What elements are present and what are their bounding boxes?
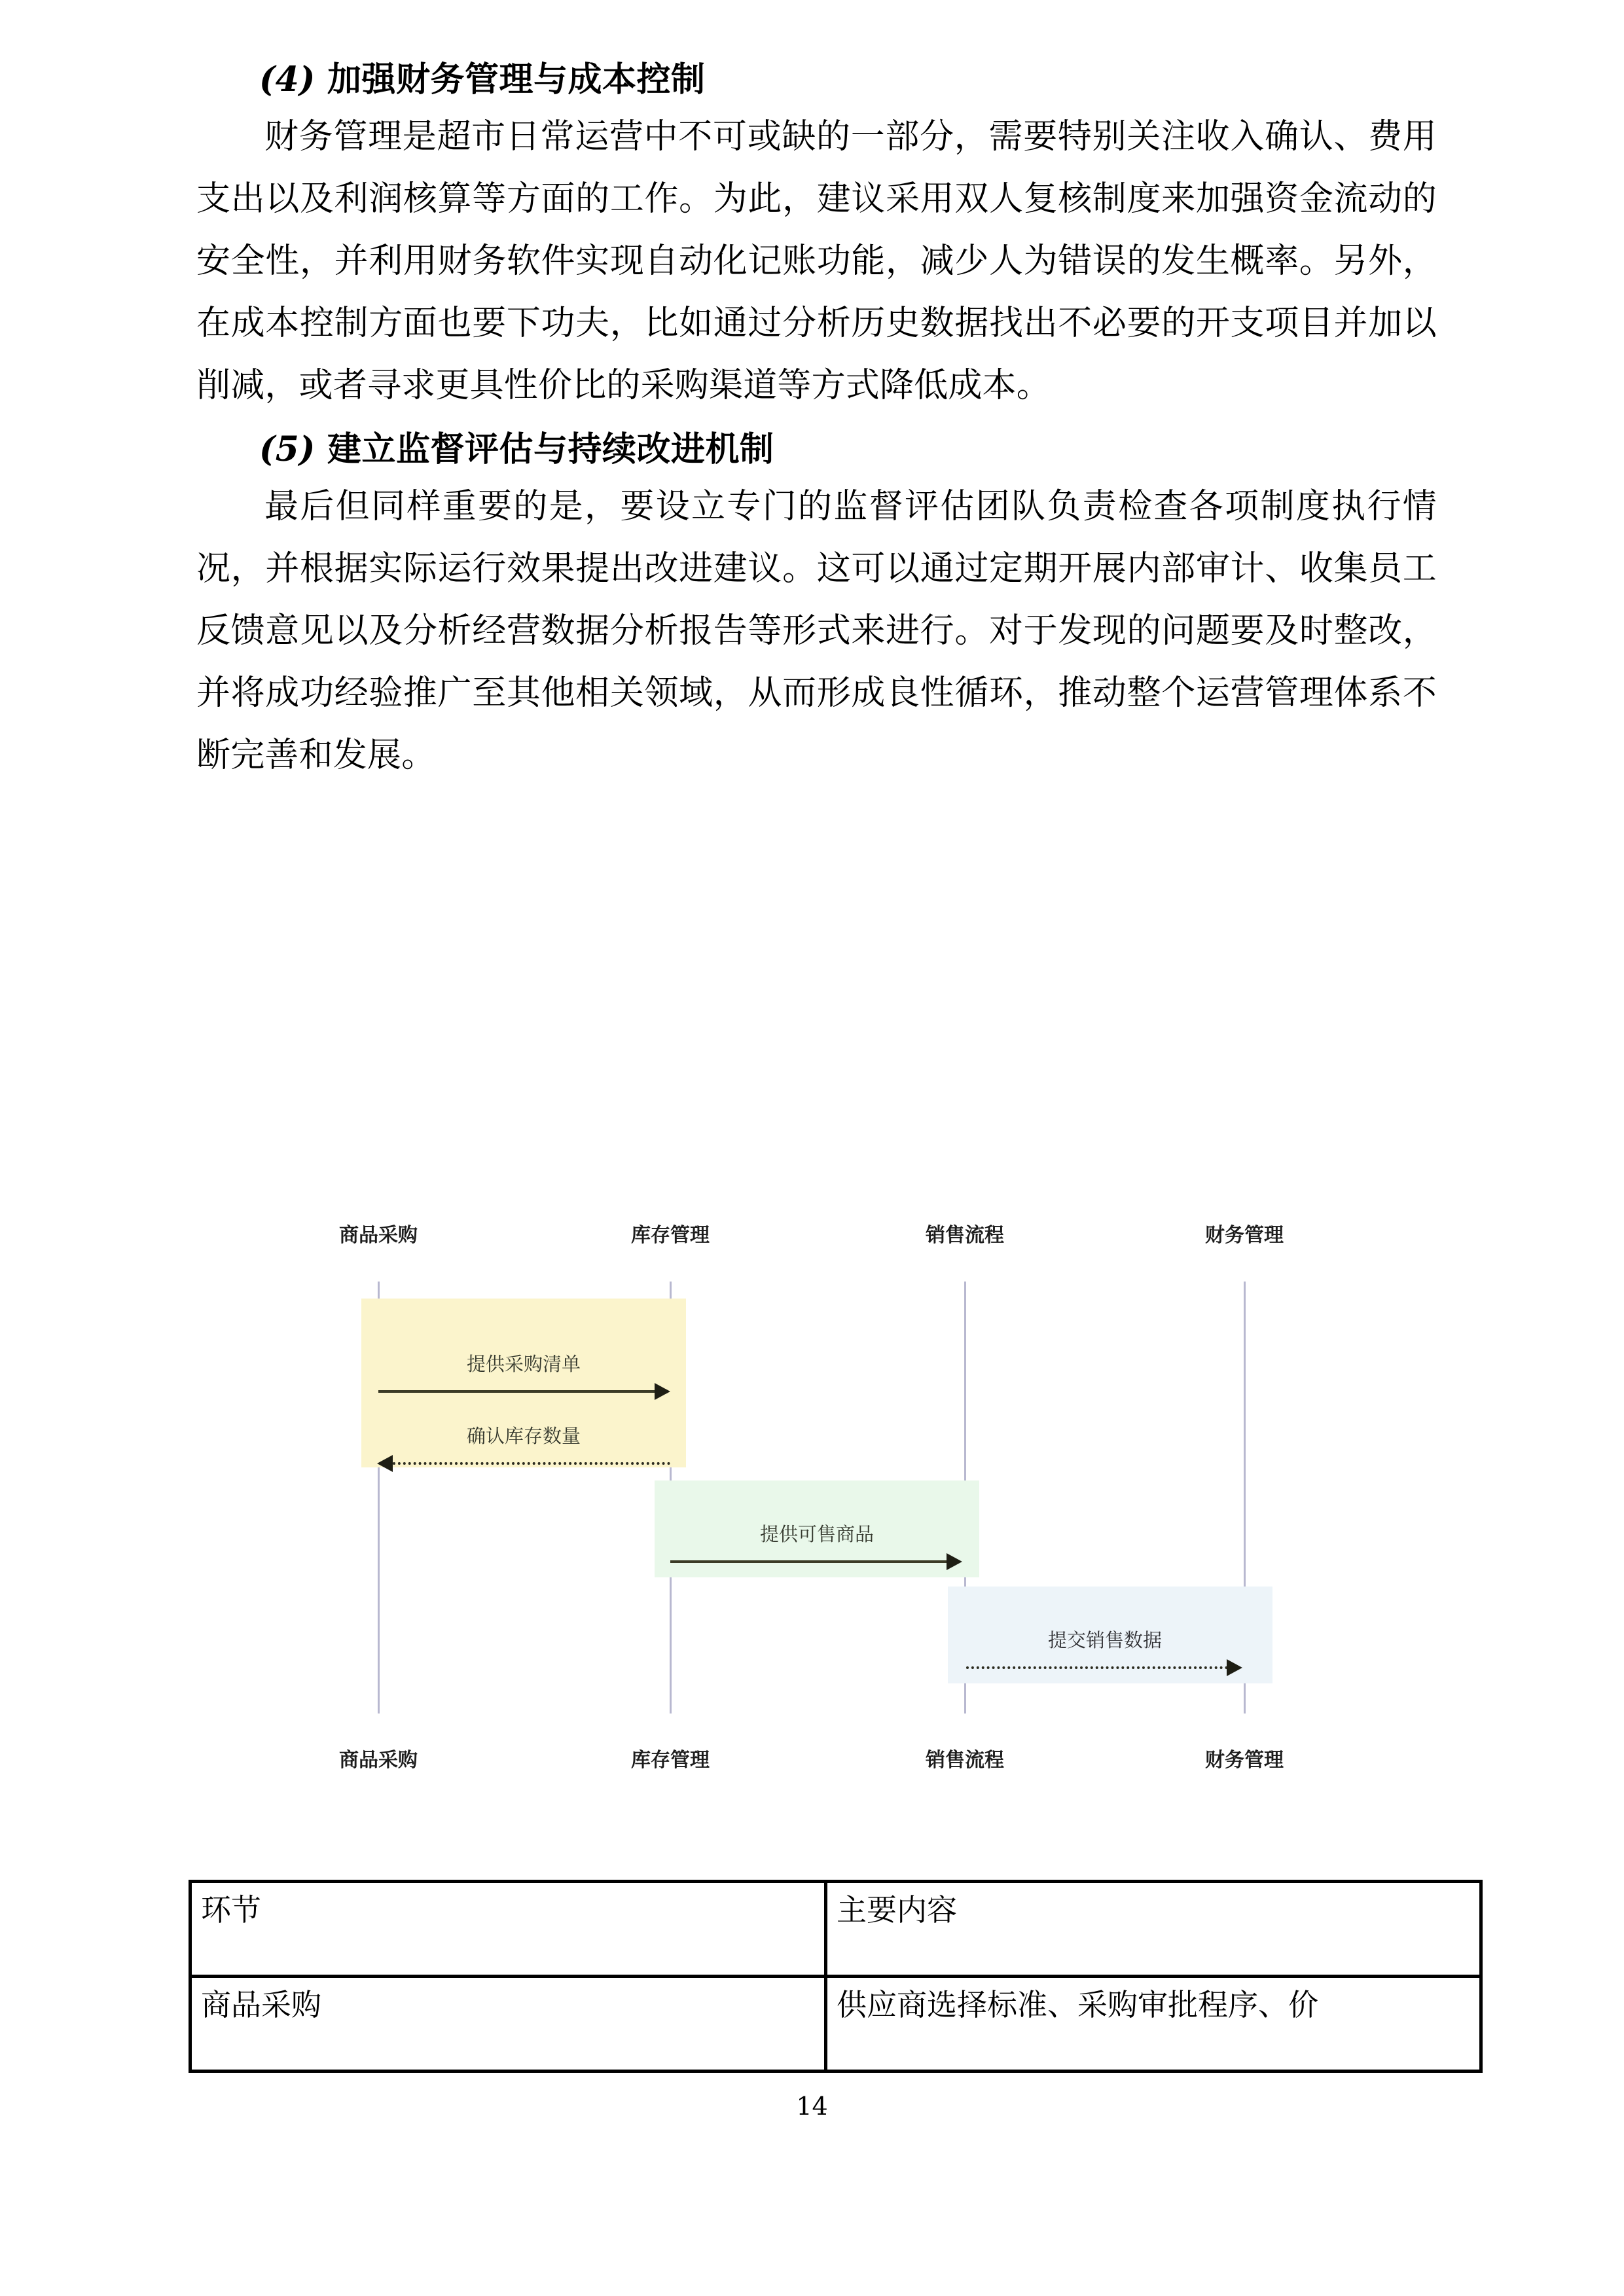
- message-arrow-1: [378, 1390, 655, 1393]
- table-cell-stage: 商品采购: [190, 1977, 826, 2072]
- table-header-cell-1: 环节: [190, 1882, 826, 1977]
- message-arrow-3: [670, 1560, 947, 1563]
- message-arrowhead-3: [947, 1553, 962, 1570]
- page-number: 14: [796, 2092, 828, 2121]
- table-cell-content: 供应商选择标准、采购审批程序、价: [826, 1977, 1481, 2072]
- actor-label-top-finance: 财务管理: [1205, 1224, 1284, 1247]
- section-heading-4: [196, 60, 1437, 99]
- actor-label-bottom-finance: 财务管理: [1205, 1749, 1284, 1772]
- message-arrowhead-1: [655, 1383, 670, 1400]
- actor-label-top-purchase: 商品采购: [339, 1224, 418, 1247]
- message-arrow-2: [393, 1462, 670, 1465]
- body-content: [196, 60, 1437, 787]
- message-arrowhead-2: [377, 1455, 393, 1472]
- message-label-2: 确认库存数量: [466, 1425, 581, 1447]
- actor-label-top-sales: 销售流程: [926, 1224, 1004, 1247]
- table-row: [190, 1977, 1481, 2072]
- actor-label-bottom-purchase: 商品采购: [339, 1749, 418, 1772]
- content-table: [189, 1880, 1483, 2073]
- message-arrow-4: [966, 1666, 1228, 1669]
- message-label-1: 提供采购清单: [466, 1353, 581, 1375]
- message-label-3: 提供可售商品: [759, 1523, 875, 1545]
- actor-label-top-inventory: 库存管理: [631, 1224, 710, 1247]
- section-title-5: 建立监督评估与持续改进机制: [327, 429, 774, 469]
- section-heading-5: [196, 429, 1437, 469]
- actor-label-bottom-sales: 销售流程: [926, 1749, 1004, 1772]
- section-number-4: (4): [259, 60, 316, 99]
- table-header-row: [190, 1882, 1481, 1977]
- section-paragraph-5: 最后但同样重要的是，要设立专门的监督评估团队负责检查各项制度执行情况，并根据实际运行效果提出改进建议。这可以通过定期开展内部审计、收集员工反馈意见以及分析经营数据分析报告等形式来进行。对于发现的问题要及时整改，并将成功经验推广至其他相关领域，从而形成良性循环，推动整个运营管理体系不断完善和发展。: [196, 487, 1437, 775]
- message-arrowhead-4: [1227, 1659, 1242, 1676]
- section-paragraph-4: 财务管理是超市日常运营中不可或缺的一部分，需要特别关注收入确认、费用支出以及利润核算等方面的工作。为此，建议采用双人复核制度来加强资金流动的安全性，并利用财务软件实现自动化记账功能，减少人为错误的发生概率。另外，在成本控制方面也要下功夫，比如通过分析历史数据找出不必要的开支项目并加以削减，或者寻求更具性价比的采购渠道等方式降低成本。: [196, 117, 1437, 405]
- message-label-4: 提交销售数据: [1047, 1629, 1163, 1651]
- table-header-cell-2: 主要内容: [826, 1882, 1481, 1977]
- sequence-diagram: [281, 1219, 1394, 1808]
- actor-label-bottom-inventory: 库存管理: [631, 1749, 710, 1772]
- section-title-4: 加强财务管理与成本控制: [327, 60, 706, 99]
- section-number-5: (5): [259, 429, 316, 469]
